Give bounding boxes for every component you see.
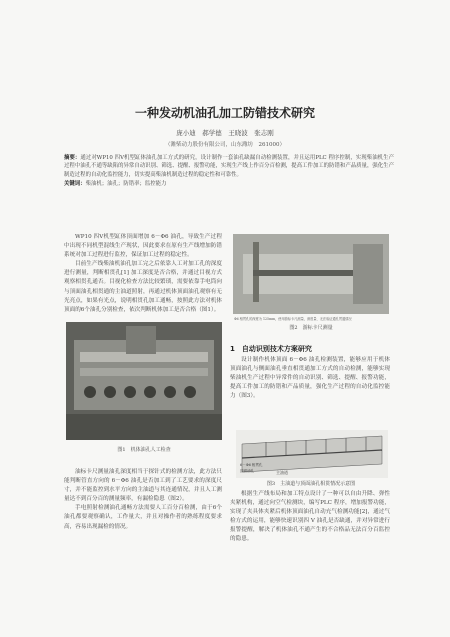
paper-affiliation: （潍柴动力股份有限公司，山东潍坊 261000） xyxy=(165,142,285,148)
paper-authors: 庞小迪 郝学德 王晓波 张志刚 xyxy=(176,129,274,137)
figure-3-label-top: 顶面油孔 xyxy=(240,469,254,473)
oil-passage-diagram xyxy=(236,430,388,478)
figure-3-diagram xyxy=(236,430,388,478)
left-column-top xyxy=(64,233,222,315)
figure-2-subcaption: Φ6 相贯孔的深度为 125mm，使用游标卡尺测量，深度量、无法验证通孔贯通情况 xyxy=(234,317,352,321)
paragraph: 手电照射检测油孔通畅方法需要人工百分百检测，由于6个油孔都要观察确认，工作量大，并且对操作者的熟练程度要求高，容易出现漏检的情况。 xyxy=(64,505,222,530)
keywords-label: 关键词： xyxy=(64,181,86,188)
right-column-mid xyxy=(230,356,390,401)
figure-1-caption: 图1 机体油孔人工检查 xyxy=(117,447,171,453)
figure-1-photo xyxy=(66,322,222,440)
paragraph: 目前生产线柴油机油孔加工完之后依靠人工对加工孔的深度进行测量，判断相贯孔[1] 加工深度是否合格，并通过目视方式观察相贯孔通否。目视化检查方法比较繁琐，需要依靠手电筒向与顶面油孔相贯通的主油道照射，再通过机体顶面油孔观察有无光亮点，如果有光点，说明相贯孔加工通畅，按照此方法对机体顶面的6个油孔分别检查，依次判断机体加工是否合格（图1）。 xyxy=(64,261,222,313)
figure-3-label-main: 主油道 xyxy=(276,470,288,475)
figure-2-photo xyxy=(233,234,389,314)
figure-3-caption: 图3 主油道与顶面油孔相贯情况示意图 xyxy=(266,481,356,487)
paragraph: WP10 四V机型缸体顶面增加 6－Φ6 油孔，导致生产过程中出现不同机型混线生产现状，因此要求在原有生产线增加防错系统对加工过程进行监控，保证加工过程的稳定性。 xyxy=(64,234,222,259)
paper-title: 一种发动机油孔加工防错技术研究 xyxy=(134,106,315,120)
abstract-text: 通过对WP10 四V机型缸体油孔加工方式的研究，设计制作一套油孔缺漏自动检测装置，并且运用PLC 程序控制，实现柴油机生产过程中油孔不通等缺陷的异常自动识别、筛选、提醒、报警功能，实现生产线上作百分百检测，提高工件加工的防错和产品质量，强化生产制造过程的自动化监控能力，切实提高柴油机制造过程的稳定性和可靠性。 xyxy=(64,155,394,178)
figure-3-label-holes: 6－Φ6 相贯孔 xyxy=(240,463,263,467)
section-1-heading: 1 自动识别技术方案研究 xyxy=(230,345,312,353)
abstract-label: 摘要： xyxy=(64,155,81,161)
right-column-bottom xyxy=(230,490,390,545)
engine-block-photo xyxy=(66,322,222,440)
paragraph: 根据生产线布局和加工特点设计了一种可以自由升降、弹性夹紧机构，通过向空气检测块，编写PLC 程序，增加报警功能，实现了夹具体夹紧后机体顶面油孔自动充气检测功能[2]，通过气检方式的运用，能够快速识别四 V 油孔是否缺通，并对异常进行报警提醒，解决了机体油孔不通产生的不合格品无法百分百监控的隐患。 xyxy=(230,491,390,543)
keywords-text: 柴油机；油孔；防错率；监控能力 xyxy=(85,181,167,188)
left-column-bottom xyxy=(64,468,222,532)
figure-2-caption: 图2 游标卡尺测量 xyxy=(289,325,333,331)
paragraph: 油标卡尺测量油孔深度相当于探针式的检测方法，此方法只能判断管直方向的 6－Φ6 油孔是否加工到了工艺要求的深度尺寸，并不能监控到水平方向的主油道与其连通情况，并且人工测量达不到百分百的测量频率，有漏检隐患（图2）。 xyxy=(64,469,222,503)
paragraph: 设计制作机体顶面 6－Φ6 油孔检测装置，能够应用于机体顶面油孔与侧面油孔垂直相贯通加工方式的自动检测，能够实现柴油机生产过程中异常件的自动识别、筛选、提醒、报警功能，提高工件加工的防错和产品质量，强化生产过程的自动化监控能力（图3）。 xyxy=(230,357,390,400)
abstract-block xyxy=(64,154,394,189)
keywords-line xyxy=(64,180,394,188)
caliper-photo xyxy=(233,234,389,314)
